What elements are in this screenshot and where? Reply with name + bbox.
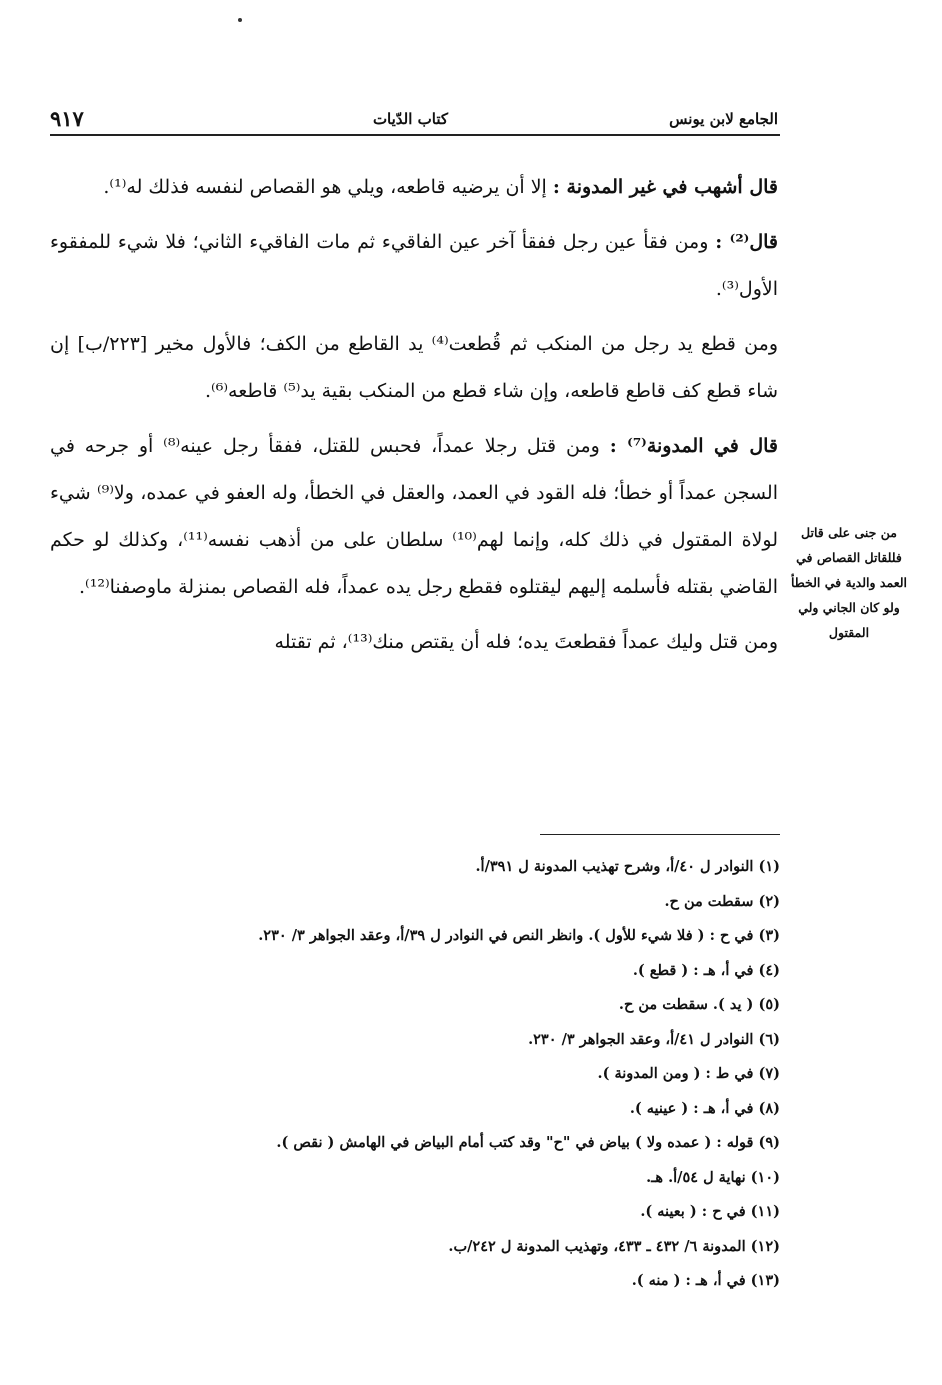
header-rule bbox=[50, 134, 780, 136]
paragraph-text: ومن قتل وليك عمداً فقطعتَ يده؛ فله أن يقتص منك⁽¹³⁾، ثم تقتله bbox=[274, 631, 778, 653]
paragraph-lead: قال في المدونة⁽⁷⁾ : bbox=[609, 435, 778, 457]
paragraph-lead: قال⁽²⁾ : bbox=[715, 231, 778, 253]
ink-speck bbox=[238, 18, 242, 22]
footnote-rule bbox=[540, 834, 780, 835]
paragraph bbox=[50, 219, 778, 313]
paragraph-lead: قال أشهب في غير المدونة : bbox=[552, 176, 778, 198]
footnote: (١) النوادر ل ٤٠/أ، وشرح تهذيب المدونة ل ٣٩١/أ. bbox=[475, 858, 780, 875]
footnote: (٤) في أ، هـ : ( قطع ). bbox=[632, 961, 780, 979]
footnote: (١٠) نهاية ل ٥٤/أ. هـ. bbox=[646, 1168, 780, 1186]
footnote: (٥) ( يد ). سقطت من ح. bbox=[618, 996, 780, 1013]
footnote: (٧) في ط : ( ومن المدونة ). bbox=[597, 1065, 780, 1082]
running-header bbox=[50, 108, 778, 136]
footnote: (١١) في ح : ( بعينه ). bbox=[640, 1203, 780, 1220]
footnotes bbox=[50, 850, 780, 1299]
footnote: (٣) في ح : ( فلا شيء للأول ). وانظر النص في النوادر ل ٣٩/أ، وعقد الجواهر ٣/ ٢٣٠. bbox=[258, 927, 780, 944]
paragraph-text: ومن فقأ عين رجل ففقأ آخر عين الفاقيء ثم مات الفاقيء الثاني؛ فلا شيء للمفقوء الأول⁽³⁾. bbox=[50, 231, 778, 300]
footnote: (١٣) في أ، هـ : ( منه ). bbox=[631, 1272, 780, 1289]
page-number: ٩١٧ bbox=[50, 106, 84, 131]
footnote: (٦) النوادر ل ٤١/أ، وعقد الجواهر ٣/ ٢٣٠. bbox=[528, 1030, 780, 1048]
footnote: (٩) قوله : ( عمده ولا ) بياض في "ح" وقد كتب أمام البياض في الهامش ( نقص ). bbox=[276, 1134, 780, 1151]
paragraph-text: إلا أن يرضيه قاطعه، ويلي هو القصاص لنفسه فذلك له⁽¹⁾. bbox=[103, 176, 553, 198]
book-title: الجامع لابن يونس bbox=[669, 110, 778, 128]
paragraph bbox=[50, 164, 778, 211]
paragraph bbox=[50, 423, 778, 611]
chapter-title: كتاب الدّيات bbox=[372, 110, 448, 128]
paragraph bbox=[50, 321, 778, 415]
footnote: (١٢) المدونة ٦/ ٤٣٢ ـ ٤٣٣، وتهذيب المدونة ل ٢٤٢/ب. bbox=[448, 1237, 780, 1255]
main-text bbox=[50, 164, 778, 674]
paragraph bbox=[50, 619, 778, 666]
margin-note: من جنى على قاتل فللقاتل القصاص في العمد والدية في الخطأ ولو كان الجاني ولي المقتول bbox=[790, 525, 908, 640]
paragraph-text: ومن قتل رجلا عمداً، فحبس للقتل، ففقأ رجل عينه⁽⁸⁾ أو جرحه في السجن عمداً أو خطأ؛ فله القود في العمد، والعقل في الخطأ، وله العفو في عمده، ولا⁽⁹⁾ شيء لولاة المقتول في ذلك كله، وإنما لهم⁽¹⁰⁾ سلطان على من أذهب نفسه⁽¹¹⁾، وكذلك لو حكم القاضي بقتله فأسلمه إليهم ليقتلوه فقطع رجل يده عمداً، فله القصاص بمنزلة ماوصفنا⁽¹²⁾. bbox=[50, 435, 779, 598]
paragraph-text: ومن قطع يد رجل من المنكب ثم قُطعت⁽⁴⁾ يد القاطع من الكف؛ فالأول مخير [٢٢٣/ب] إن شاء قطع كف قاطع قاطعه، وإن شاء قطع من المنكب بقية يد⁽⁵⁾ قاطعه⁽⁶⁾. bbox=[50, 333, 778, 402]
footnote: (٢) سقطت من ح. bbox=[664, 892, 780, 910]
footnote: (٨) في أ، هـ : ( عينيه ). bbox=[629, 1099, 780, 1117]
